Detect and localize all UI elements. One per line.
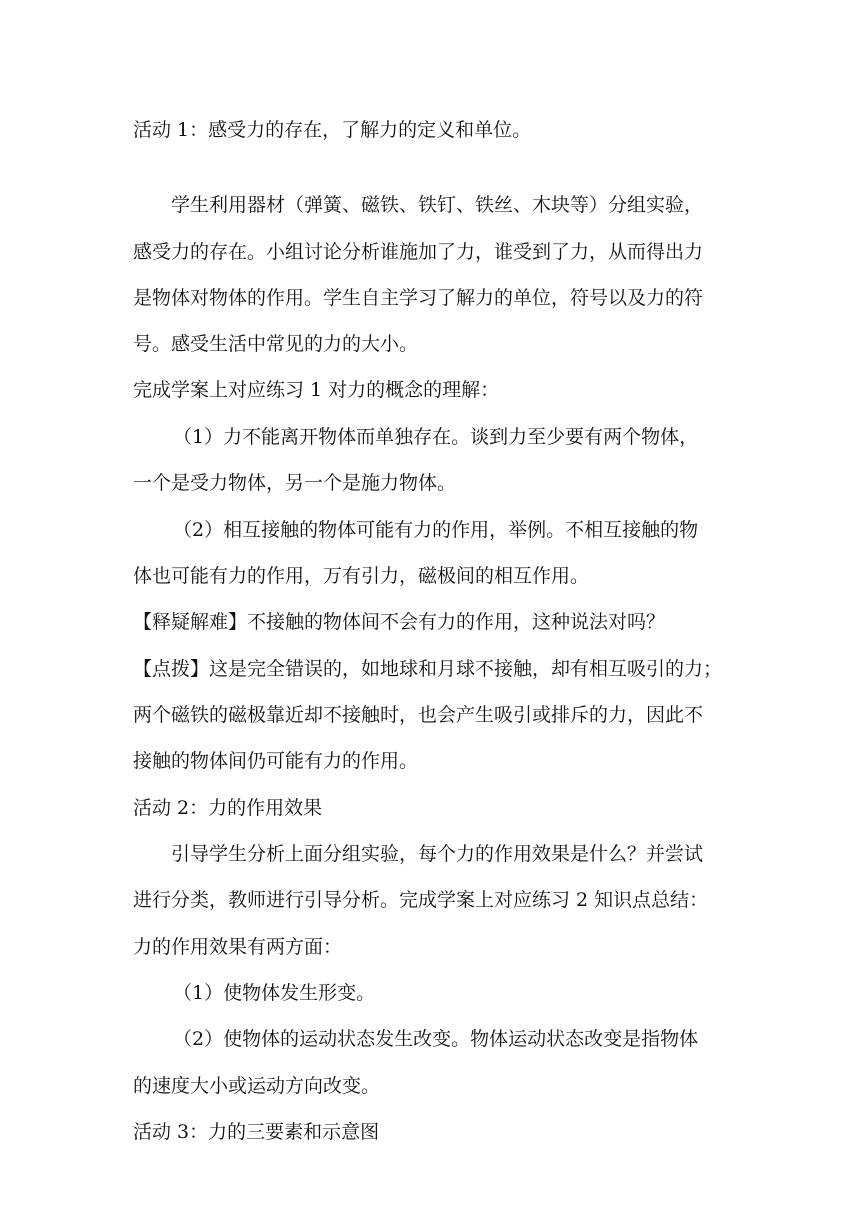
activity2-heading: 活动 2：力的作用效果 xyxy=(133,797,323,819)
point2-line: 体也可能有力的作用，万有引力，磁极间的相互作用。 xyxy=(133,565,590,587)
paragraph-line: 引导学生分析上面分组实验，每个力的作用效果是什么？并尝试 xyxy=(171,843,704,865)
hint-line: 【点拨】这是完全错误的，如地球和月球不接触，却有相互吸引的力； xyxy=(133,658,723,680)
exercise1-line: 完成学案上对应练习 1 对力的概念的理解： xyxy=(133,379,500,401)
paragraph-line: 学生利用器材（弹簧、磁铁、铁钉、铁丝、木块等）分组实验， xyxy=(171,194,704,216)
effect1-line: （1）使物体发生形变。 xyxy=(173,982,376,1004)
point1-line: 一个是受力物体，另一个是施力物体。 xyxy=(133,472,457,494)
paragraph-line: 力的作用效果有两方面： xyxy=(133,936,343,958)
paragraph-line: 进行分类，教师进行引导分析。完成学案上对应练习 2 知识点总结： xyxy=(133,889,709,911)
effect2-line: 的速度大小或运动方向改变。 xyxy=(133,1075,381,1097)
paragraph-line: 是物体对物体的作用。学生自主学习了解力的单位，符号以及力的符 xyxy=(133,287,704,309)
hint-line: 两个磁铁的磁极靠近却不接触时，也会产生吸引或排斥的力，因此不 xyxy=(133,704,704,726)
activity1-heading: 活动 1：感受力的存在，了解力的定义和单位。 xyxy=(133,119,532,141)
question-line: 【释疑解难】不接触的物体间不会有力的作用，这种说法对吗？ xyxy=(133,611,666,633)
paragraph-line: 号。感受生活中常见的力的大小。 xyxy=(133,333,419,355)
paragraph-line: 感受力的存在。小组讨论分析谁施加了力，谁受到了力，从而得出力 xyxy=(133,241,704,263)
activity3-heading: 活动 3：力的三要素和示意图 xyxy=(133,1121,380,1143)
point1-line: （1）力不能离开物体而单独存在。谈到力至少要有两个物体， xyxy=(173,426,699,448)
hint-line: 接触的物体间仍可能有力的作用。 xyxy=(133,750,419,772)
point2-line: （2）相互接触的物体可能有力的作用，举例。不相互接触的物 xyxy=(173,519,699,541)
effect2-line: （2）使物体的运动状态发生改变。物体运动状态改变是指物体 xyxy=(173,1028,699,1050)
